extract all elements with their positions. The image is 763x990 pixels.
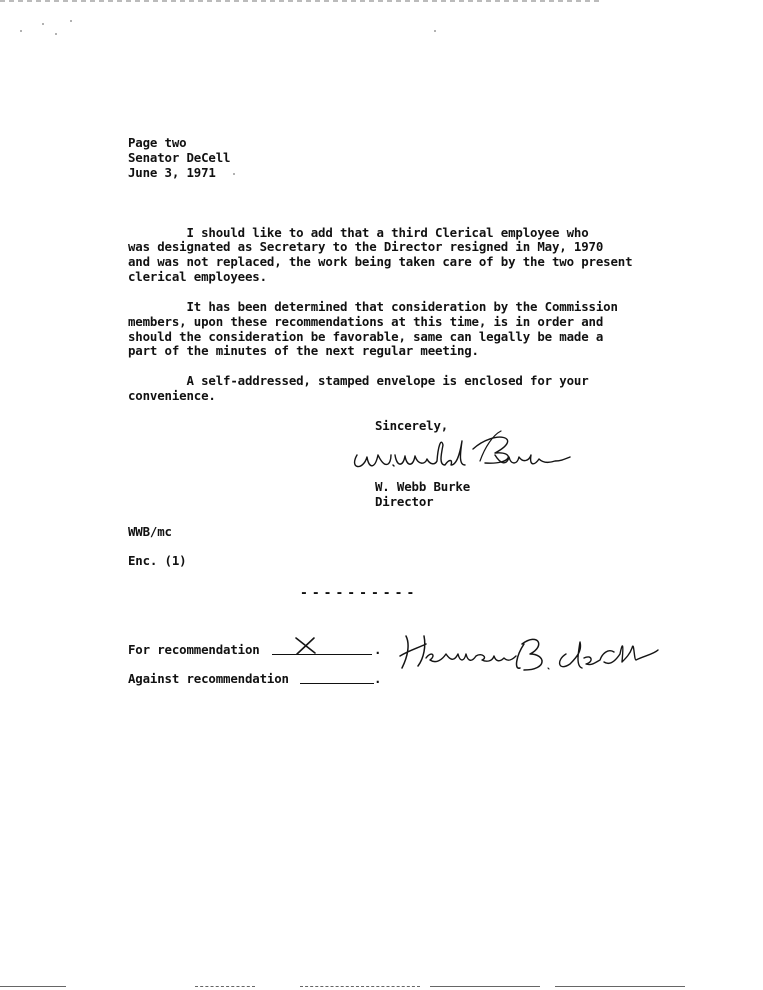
reference-initials: WWB/mc (128, 524, 172, 539)
scan-speck (55, 33, 57, 35)
recipient: Senator DeCell (128, 150, 231, 165)
paragraph-2-line-1: It has been determined that consideration by the Commission (128, 299, 618, 314)
signature-decell (396, 630, 662, 674)
paragraph-2-line-4: part of the minutes of the next regular meeting. (128, 343, 479, 358)
scan-edge-top (0, 0, 600, 2)
signatory-name: W. Webb Burke (375, 479, 471, 494)
signature-burke (345, 425, 570, 475)
against-recommendation-period: . (374, 671, 382, 686)
scan-speck (42, 23, 44, 25)
paragraph-1-line-3: and was not replaced, the work being taken care of by the two present (128, 254, 633, 269)
for-recommendation-period: . (374, 642, 382, 657)
for-recommendation-mark (294, 636, 318, 656)
scan-edge-bottom (430, 986, 540, 987)
paragraph-3-line-1: A self-addressed, stamped envelope is enclosed for your (128, 373, 589, 388)
paragraph-2-line-3: should the consideration be favorable, same can legally be made a (128, 329, 604, 344)
against-recommendation-label: Against recommendation (128, 671, 289, 686)
for-recommendation-blank (272, 654, 372, 655)
paragraph-1-line-2: was designated as Secretary to the Director resigned in May, 1970 (128, 239, 604, 254)
scan-speck (233, 173, 235, 175)
scan-edge-bottom (300, 986, 420, 987)
paragraph-1-line-4: clerical employees. (128, 269, 267, 284)
scan-edge-bottom (195, 986, 255, 987)
paragraph-3-line-2: convenience. (128, 388, 216, 403)
for-recommendation-label: For recommendation (128, 642, 260, 657)
letter-date: June 3, 1971 (128, 165, 216, 180)
signatory-title: Director (375, 494, 434, 509)
enclosure-note: Enc. (1) (128, 553, 187, 568)
scan-speck (20, 30, 22, 32)
page-number: Page two (128, 135, 187, 150)
salutation: Sincerely, (375, 418, 449, 433)
paragraph-2-line-2: members, upon these recommendations at this time, is in order and (128, 314, 604, 329)
scan-speck (434, 30, 436, 32)
separator-dashes: ---------- (300, 586, 419, 601)
scan-edge-bottom (555, 986, 685, 987)
paragraph-1-line-1: I should like to add that a third Clerical employee who (128, 225, 589, 240)
scan-edge-bottom (0, 986, 66, 987)
against-recommendation-blank (300, 683, 374, 684)
scan-speck (70, 20, 72, 22)
